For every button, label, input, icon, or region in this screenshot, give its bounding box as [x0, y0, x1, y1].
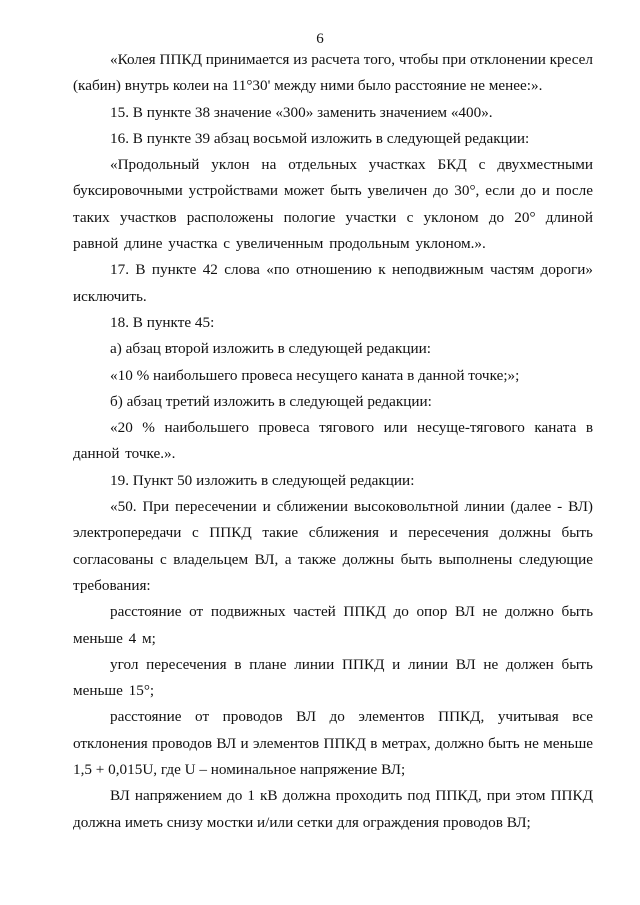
paragraph-item-50-intro: «50. При пересечении и сближении высоковольтной линии (далее - ВЛ) электропередачи с ППКД такие сближения и пересечения должны быть согласованы с владельцем ВЛ, а также должны быть выполнены следующие требования:: [73, 498, 593, 594]
paragraph-low-voltage-line: ВЛ напряжением до 1 кВ должна проходить под ППКД, при этом ППКД должна иметь снизу мостки и/или сетки для ограждения проводов ВЛ;: [73, 787, 593, 831]
paragraph-item-19: 19. Пункт 50 изложить в следующей редакции:: [110, 471, 415, 489]
page-number: 6: [316, 31, 324, 47]
paragraph-item-18: 18. В пункте 45:: [110, 313, 215, 331]
paragraph-item-15: 15. В пункте 38 значение «300» заменить значением «400».: [110, 103, 493, 121]
paragraph-wire-clearance: расстояние от проводов ВЛ до элементов ППКД, учитывая все отклонения проводов ВЛ и элементов ППКД в метрах, должно быть не меньше 1,5 + 0,015U, где U – номинальное напряжение ВЛ;: [73, 708, 593, 779]
paragraph-item-18b-text: «20 % наибольшего провеса тягового или несуще-тягового каната в данной точке.».: [73, 419, 593, 463]
paragraph-support-distance: расстояние от подвижных частей ППКД до опор ВЛ не должно быть меньше 4 м;: [73, 603, 593, 647]
paragraph-item-18a: а) абзац второй изложить в следующей редакции:: [110, 340, 432, 358]
paragraph-item-17: 17. В пункте 42 слова «по отношению к неподвижным частям дороги» исключить.: [73, 261, 593, 305]
document-body: [73, 47, 593, 836]
paragraph-item-18b: б) абзац третий изложить в следующей редакции:: [110, 392, 432, 410]
paragraph-item-16: 16. В пункте 39 абзац восьмой изложить в следующей редакции:: [110, 129, 530, 147]
paragraph-longitudinal-slope: «Продольный уклон на отдельных участках БКД с двухместными буксировочными устройствами может быть увеличен до 30°, если до и после таких участков расположены пологие участки с уклоном до 20° длиной равной длине участка с увеличенным продольным уклоном.».: [73, 156, 593, 253]
paragraph-crossing-angle: угол пересечения в плане линии ППКД и линии ВЛ не должен быть меньше 15°;: [73, 655, 593, 700]
paragraph-track-gauge: «Колея ППКД принимается из расчета того, чтобы при отклонении кресел (кабин) внутрь колеи на 11°30' между ними было расстояние не менее:».: [73, 51, 593, 95]
paragraph-item-18a-text: «10 % наибольшего провеса несущего каната в данной точке;»;: [110, 366, 520, 384]
